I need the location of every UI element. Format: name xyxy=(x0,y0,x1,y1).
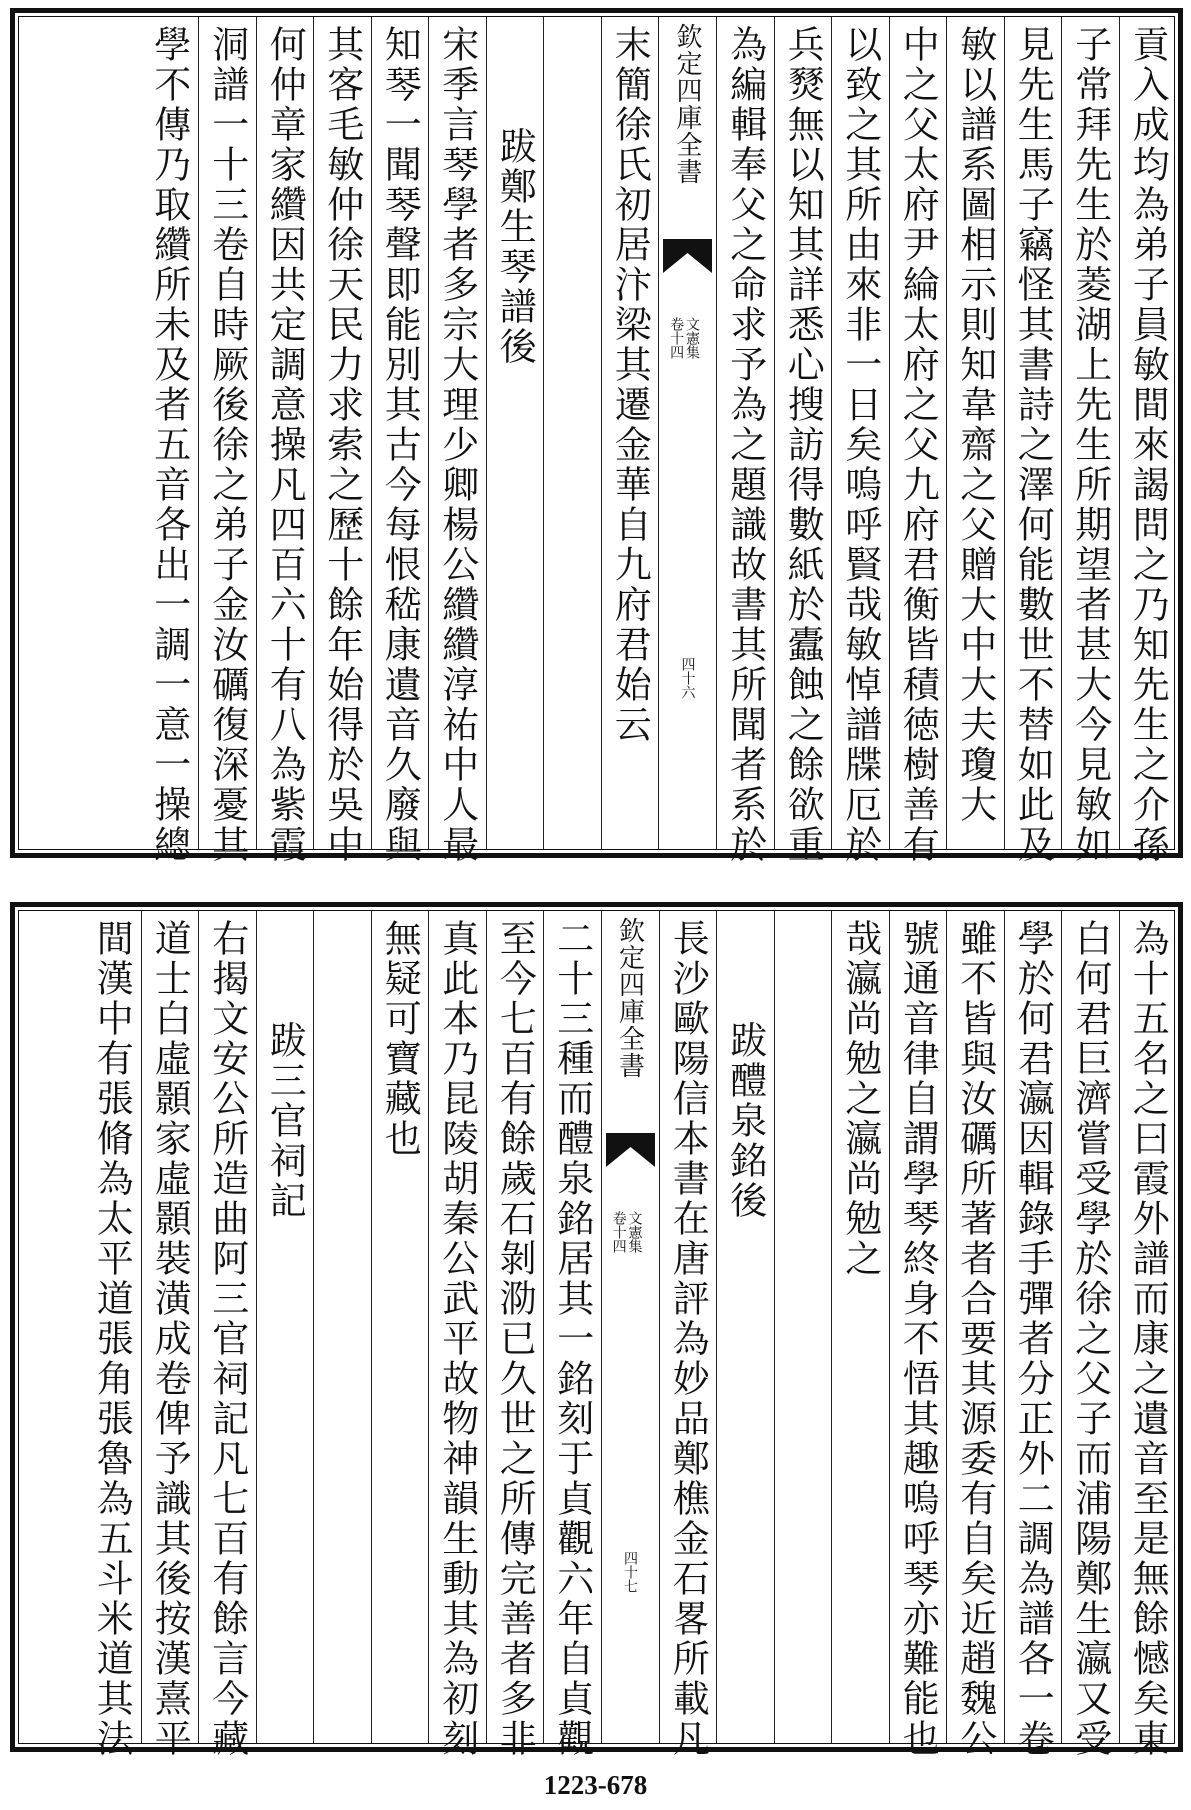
bottom-page-text-column xyxy=(371,911,429,1743)
top-page-column-text: 知琴一聞琴聲即能別其古今每恨嵇康遺音久廢與 xyxy=(378,25,422,865)
top-page-column-text: 兵燹無以知其詳悉心搜訪得數紙於蠹蝕之餘欲重 xyxy=(781,25,825,865)
top-page-text-column xyxy=(716,17,774,865)
bottom-page-text-column xyxy=(313,911,371,1743)
top-page-text-column xyxy=(256,17,314,865)
top-page-text-column xyxy=(141,17,199,865)
bottom-page-text-column xyxy=(428,911,486,1759)
top-page-text-column xyxy=(1119,17,1177,865)
bottom-page-text-column xyxy=(1004,911,1062,1759)
bottom-page-column-text: 右揭文安公所造曲阿三官祠記凡七百有餘言今藏 xyxy=(205,919,249,1759)
top-page-text-column xyxy=(198,17,256,865)
top-page-column-text: 中之父太府尹綸太府之父九府君衡皆積徳樹善有 xyxy=(896,25,940,865)
bottom-page-text-column xyxy=(198,911,256,1759)
bottom-page-section-heading: 跋三官祠記 xyxy=(263,1021,307,1221)
top-page-text-column xyxy=(486,17,544,849)
bottom-page-column-text: 學於何君瀛因輯錄手彈者分正外二調為譜各一卷 xyxy=(1011,919,1055,1759)
fish-tail-icon xyxy=(663,239,712,273)
top-page-column-text: 宋季言琴學者多宗大理少卿楊公纘纘淳祐中人最 xyxy=(435,25,479,865)
fold-page-number: 四十六 xyxy=(679,657,696,699)
top-page-column-text: 洞譜一十三卷自時厥後徐之弟子金汝礪復深憂其 xyxy=(205,25,249,865)
bottom-page-fold-center xyxy=(601,911,659,1743)
fold-book-title: 欽定四庫全書 xyxy=(614,917,645,1079)
bottom-page-frame xyxy=(18,910,1175,1759)
top-page-column-text: 末簡徐氏初居汴梁其遷金華自九府君始云 xyxy=(608,25,652,745)
bottom-page-column-text: 白何君巨濟嘗受學於徐之父子而浦陽鄭生瀛又受 xyxy=(1068,919,1112,1759)
bottom-page-column-text: 為十五名之曰霞外譜而康之遺音至是無餘憾矣東 xyxy=(1126,919,1170,1759)
top-page-column-text: 敏以譜系圖相示則知韋齋之父贈大中大夫瓊大 xyxy=(953,25,997,825)
bottom-page-column-text: 無疑可寶藏也 xyxy=(378,919,422,1159)
top-page-column-text: 其客毛敏仲徐天民力求索之歷十餘年始得於吳中 xyxy=(320,25,364,865)
fold-page-number: 四十七 xyxy=(622,1551,638,1593)
bottom-page-column-text: 道士白虛顥家虛顥裝潢成卷俾予識其後按漢熹平 xyxy=(148,919,192,1759)
bottom-page-section-heading: 跋醴泉銘後 xyxy=(723,1021,767,1221)
fold-volume-number: 卷十四 xyxy=(610,1211,627,1253)
top-page-text-column xyxy=(1004,17,1062,865)
page-footer-number: 1223-678 xyxy=(543,1770,648,1800)
bottom-page-column-text: 雖不皆與汝礪所著者合要其源委有自矣近趙魏公 xyxy=(953,919,997,1759)
bottom-page-text-column xyxy=(256,911,314,1743)
bottom-page-column-text: 間漢中有張脩為太平道張角張魯為五斗米道其法 xyxy=(90,919,134,1759)
bottom-page-text-column xyxy=(716,911,774,1743)
bottom-page-text-column xyxy=(1119,911,1177,1759)
top-page-text-column xyxy=(946,17,1004,849)
bottom-page-text-column xyxy=(831,911,889,1743)
top-page-text-column xyxy=(313,17,371,865)
top-page-frame xyxy=(18,16,1175,865)
top-page-text-column xyxy=(601,17,659,849)
fold-fish-tail xyxy=(606,1133,655,1167)
top-page-text-column xyxy=(428,17,486,865)
fold-book-title: 欽定四庫全書 xyxy=(672,23,702,185)
bottom-page-text-column xyxy=(659,911,717,1759)
top-page-text-column xyxy=(774,17,832,865)
bottom-page-column-text: 二十三種而醴泉銘居其一銘刻于貞觀六年自貞觀 xyxy=(550,919,594,1759)
top-page-column-text: 為編輯奉父之命求予為之題識故書其所聞者系於 xyxy=(723,25,767,865)
top-page xyxy=(10,8,1183,865)
top-page-text-column xyxy=(1061,17,1119,865)
fold-collection-name: 文憲集 xyxy=(626,1211,643,1253)
top-page-column-text: 以致之其所由來非一日矣嗚呼賢哉敏悼譜牒厄於 xyxy=(838,25,882,865)
bottom-page-text-column xyxy=(1061,911,1119,1759)
bottom-page-text-column xyxy=(543,911,601,1759)
bottom-page-text-column xyxy=(889,911,947,1759)
top-page-section-heading: 跋鄭生琴譜後 xyxy=(493,127,537,367)
fold-collection-name: 文憲集 xyxy=(684,317,701,359)
top-page-column-text: 子常拜先生於菱湖上先生所期望者甚大今見敏如 xyxy=(1068,25,1112,865)
bottom-page-text-column xyxy=(486,911,544,1759)
bottom-page-column-text: 長沙歐陽信本書在唐評為妙品鄭樵金石畧所載凡 xyxy=(666,919,710,1759)
bottom-page-text-column xyxy=(83,911,141,1759)
top-page-text-column xyxy=(543,17,601,849)
bottom-page-column-text: 號通音律自謂學琴終身不悟其趣嗚呼琴亦難能也 xyxy=(896,919,940,1759)
top-page-fold-center xyxy=(658,17,716,849)
top-page-column-text: 貢入成均為弟子員敏間來謁問之乃知先生之介孫 xyxy=(1126,25,1170,865)
bottom-page-text-column xyxy=(946,911,1004,1759)
bottom-page-column-text: 真此本乃昆陵胡秦公武平故物神韻生動其為初刻 xyxy=(435,919,479,1759)
top-page-column-text: 何仲章家纘因共定調意操凡四百六十有八為紫霞 xyxy=(263,25,307,865)
top-page-text-column xyxy=(831,17,889,865)
bottom-page-column-text: 哉瀛尚勉之瀛尚勉之 xyxy=(838,919,882,1279)
top-page-column-text: 學不傳乃取纘所未及者五音各出一調一意一操總 xyxy=(147,25,191,865)
fold-fish-tail xyxy=(663,239,712,273)
bottom-page-text-column xyxy=(774,911,832,1743)
fold-volume-number: 卷十四 xyxy=(668,317,685,359)
top-page-text-column xyxy=(371,17,429,865)
top-page-column-text: 見先生馬子竊怪其書詩之澤何能數世不替如此及 xyxy=(1011,25,1055,865)
top-page-text-column xyxy=(889,17,947,865)
bottom-page xyxy=(10,902,1183,1759)
bottom-page-text-column xyxy=(141,911,199,1759)
bottom-page-column-text: 至今七百有餘歲石剝泐已久世之所傳完善者多非 xyxy=(493,919,537,1759)
fish-tail-icon xyxy=(606,1133,655,1167)
